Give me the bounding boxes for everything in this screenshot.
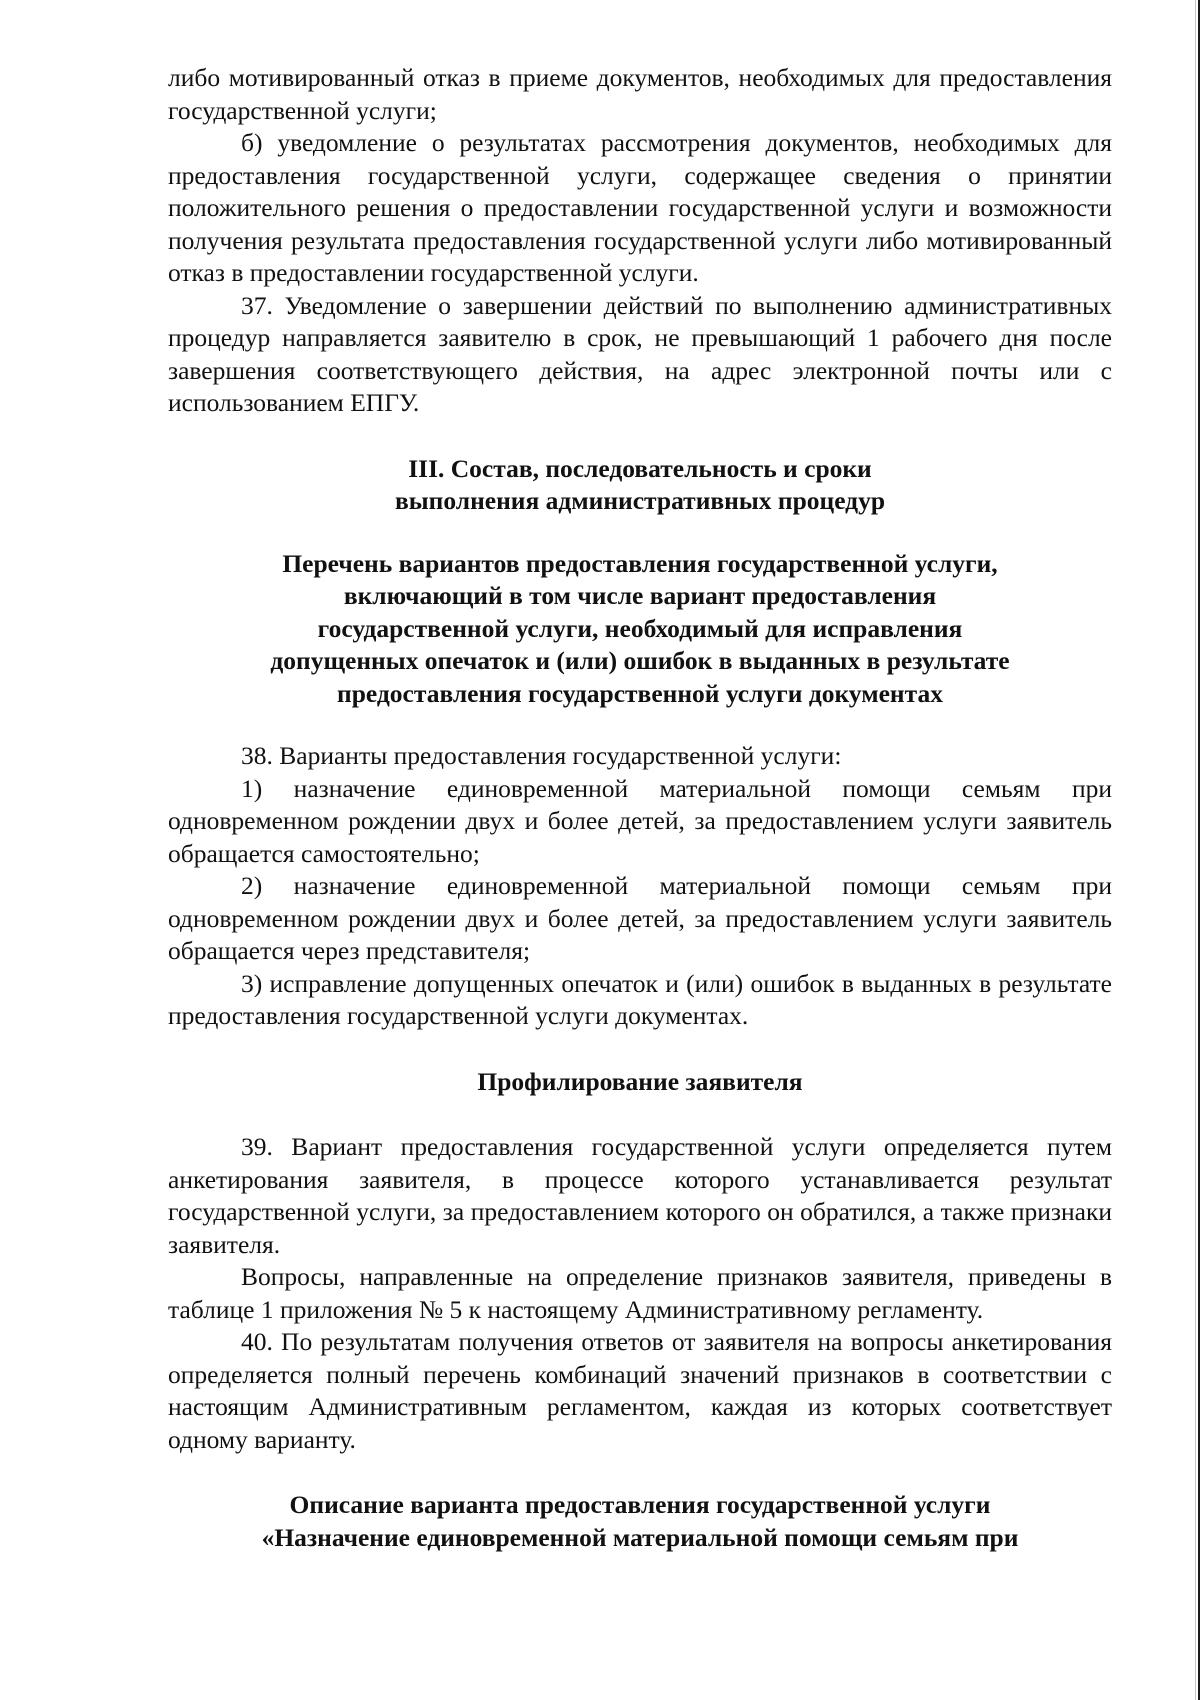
- paragraph-38-item-1: 1) назначение единовременной материальной помощи семьям при одновременном рождении двух и более детей, за предоставлением услуги заявитель обращается самостоятельно;: [168, 773, 1112, 868]
- subsection-description-title-line: Описание варианта предоставления государственной услуги: [289, 1490, 991, 1519]
- subsection-variants-title-line: государственной услуги, необходимый для исправления: [317, 613, 963, 643]
- paragraph-39: 39. Вариант предоставления государственной услуги определяется путем анкетирования заявителя, в процессе которого устанавливается результат государственной услуги, за предоставлением которого он обратился, а также признаки заявителя.: [168, 1132, 1112, 1259]
- subsection-variants-title-line: предоставления государственной услуги документах: [337, 678, 943, 708]
- scan-page-edge-shadow: [1195, 0, 1196, 1700]
- section-3-title-line: выполнения административных процедур: [394, 486, 886, 515]
- paragraph-40: 40. По результатам получения ответов от заявителя на вопросы анкетирования определяется полный перечень комбинаций значений признаков в соответствии с настоящим Административным регламентом, каждая из которых соответствует одному варианту.: [168, 1327, 1112, 1454]
- paragraph-37: 37. Уведомление о завершении действий по выполнению административных процедур направляется заявителю в срок, не превышающий 1 рабочего дня после завершения соответствующего действия, на адрес электронной почты или с использованием ЕПГУ.: [168, 290, 1112, 417]
- paragraph-39-questions: Вопросы, направленные на определение признаков заявителя, приведены в таблице 1 приложения № 5 к настоящему Административному регламенту.: [168, 1262, 1112, 1324]
- paragraph-38: 38. Варианты предоставления государственной услуги:: [241, 741, 842, 770]
- subsection-variants-title-line: допущенных опечаток и (или) ошибок в выданных в результате: [270, 646, 1010, 675]
- subsection-variants-title-line: Перечень вариантов предоставления государственной услуги,: [282, 548, 998, 578]
- document-page: [168, 62, 1112, 1554]
- subsection-profiling-title: Профилирование заявителя: [477, 1066, 803, 1096]
- subsection-variants-title: [168, 548, 1112, 711]
- paragraph-continuation: либо мотивированный отказ в приеме документов, необходимых для предоставления государственной услуги;: [168, 63, 1112, 125]
- section-3-title-line: III. Состав, последовательность и сроки: [408, 453, 872, 483]
- section-3-title: [168, 453, 1112, 518]
- paragraph-item-b: б) уведомление о результатах рассмотрения документов, необходимых для предоставления государственной услуги, содержащее сведения о принятии положительного решения о предоставлении государственной услуги и возможности получения результата предоставления государственной услуги либо мотивированный отказ в предоставлении государственной услуги.: [168, 128, 1112, 287]
- subsection-description-title-line: «Назначение единовременной материальной помощи семьям при: [261, 1522, 1019, 1552]
- subsection-description-title: [168, 1489, 1112, 1554]
- paragraph-38-item-2: 2) назначение единовременной материальной помощи семьям при одновременном рождении двух и более детей, за предоставлением услуги заявитель обращается через представителя;: [168, 871, 1112, 965]
- paragraph-38-item-3: 3) исправление допущенных опечаток и (или) ошибок в выданных в результате предоставления государственной услуги документах.: [168, 968, 1112, 1030]
- subsection-variants-title-line: включающий в том числе вариант предоставления: [343, 581, 937, 610]
